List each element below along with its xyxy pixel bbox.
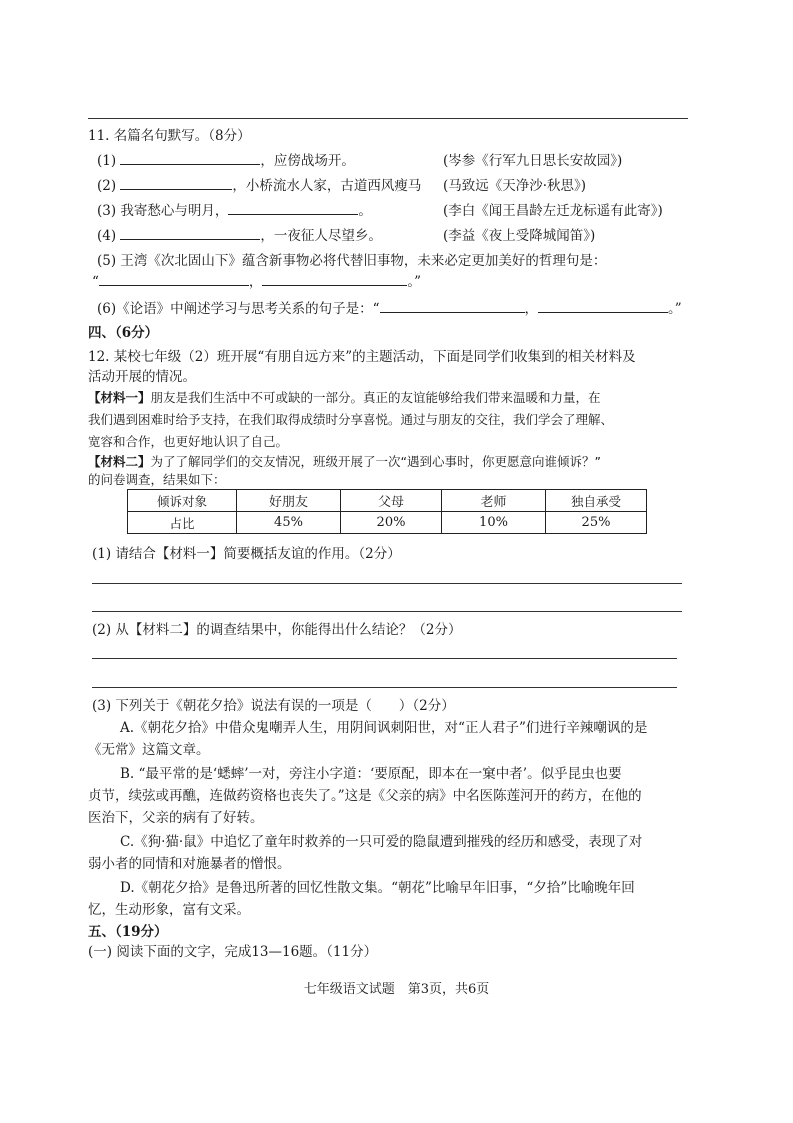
answer-line[interactable] <box>92 687 677 688</box>
table-cell: 25% <box>546 512 647 534</box>
q11-item-2 <box>97 174 421 194</box>
section-5-sub: (一) 阅读下面的文字，完成13—16题。（11分） <box>88 944 378 960</box>
q12-sub-3: (3) 下列关于《朝花夕拾》说法有误的一项是（ ）（2分） <box>92 698 455 714</box>
table-header: 独自承受 <box>546 490 647 512</box>
option-a-line-2: 《无常》这篇文章。 <box>88 742 210 758</box>
material-1-text: 朋友是我们生活中不可或缺的一部分。真正的友谊能够给我们带来温暖和力量，在 <box>150 390 601 405</box>
q11-item-5: (5) 王湾《次北固山下》蕴含新事物必将代替旧事物，未来必定更加美好的哲理句是： <box>97 253 607 269</box>
material-2-text: 为了了解同学们的交友情况，班级开展了一次“遇到心事时，你更愿意向谁倾诉？” <box>150 454 601 469</box>
answer-blank[interactable] <box>99 273 249 286</box>
table-header-row <box>128 490 647 512</box>
option-b-line-2: 贞节，续弦或再醮，连做药资格也丧失了。”这是《父亲的病》中名医陈莲河开的药方，在他的 <box>88 788 642 804</box>
item-number: (4) <box>97 228 117 244</box>
table-row <box>128 512 647 534</box>
q11-title: 11. 名篇名句默写。（8分） <box>88 128 251 144</box>
page-footer: 七年级语文试题 第3页，共6页 <box>303 982 490 997</box>
item-text: (6)《论语》中阐述学习与思考关系的句子是：“ <box>97 301 380 317</box>
answer-blank[interactable] <box>120 227 260 240</box>
table-header: 父母 <box>341 490 442 512</box>
close-quote: 。” <box>668 301 682 317</box>
section-5-heading: 五、（19分） <box>88 924 168 940</box>
table-cell: 45% <box>237 512 341 534</box>
answer-blank[interactable] <box>120 152 260 165</box>
q11-source-3: (李白《闻王昌龄左迁龙标遥有此寄》) <box>443 203 663 219</box>
q11-item-5-answer <box>92 270 421 290</box>
table-header: 倾诉对象 <box>128 490 237 512</box>
option-b-line-3: 医治下，父亲的病有了好转。 <box>88 810 264 826</box>
material-2-line-1 <box>88 452 601 470</box>
item-text: 。 <box>358 203 372 219</box>
option-c-line-1: C.《狗·猫·鼠》中追忆了童年时救养的一只可爱的隐鼠遭到摧残的经历和感受，表现了对 <box>120 834 643 850</box>
comma: ， <box>524 301 539 317</box>
answer-blank[interactable] <box>228 202 358 215</box>
item-number: (2) <box>97 178 117 194</box>
material-1-line-3: 宽容和合作，也更好地认识了自己。 <box>88 434 289 449</box>
comma: ， <box>248 274 263 290</box>
q11-item-3 <box>97 199 372 219</box>
q11-item-4 <box>97 224 382 244</box>
material-2-label: 【材料二】 <box>88 454 151 469</box>
material-1-line-2: 我们遇到困难时给予支持，在我们取得成绩时分享喜悦。通过与朋友的交往，我们学会了理解、 <box>88 412 614 427</box>
table-cell: 20% <box>341 512 442 534</box>
survey-table <box>127 489 647 534</box>
item-number: (1) <box>97 153 117 169</box>
q12-sub-2: (2) 从【材料二】的调查结果中，你能得出什么结论？（2分） <box>92 622 462 638</box>
table-cell: 10% <box>442 512 546 534</box>
q11-source-2: (马致远《天净沙·秋思》) <box>443 178 587 194</box>
answer-blank[interactable] <box>380 300 525 313</box>
q11-source-4: (李益《夜上受降城闻笛》) <box>443 228 596 244</box>
option-b-line-1: B. “最平常的是‘蟋蟀’一对，旁注小字道：‘要原配，即本在一窠中者’。似乎昆虫也要 <box>120 766 622 782</box>
answer-blank[interactable] <box>262 273 407 286</box>
table-row-label: 占比 <box>128 512 237 534</box>
answer-blank[interactable] <box>120 177 232 190</box>
close-quote: 。” <box>407 274 422 290</box>
item-text: ，应傍战场开。 <box>260 153 355 169</box>
section-4-heading: 四、（6分） <box>88 325 159 341</box>
q12-stem-line-2: 活动开展的情况。 <box>88 369 196 385</box>
option-c-line-2: 弱小者的同情和对施暴者的憎恨。 <box>88 856 291 872</box>
q12-sub-1: (1) 请结合【材料一】简要概括友谊的作用。（2分） <box>92 546 401 562</box>
answer-line[interactable] <box>92 583 682 584</box>
answer-blank[interactable] <box>538 300 668 313</box>
q11-source-1: (岑参《行军九日思长安故园》) <box>443 153 623 169</box>
item-text: ，一夜征人尽望乡。 <box>260 228 382 244</box>
option-d-line-1: D.《朝花夕拾》是鲁迅所著的回忆性散文集。“朝花”比喻早年旧事，“夕拾”比喻晚年回 <box>120 880 635 896</box>
q11-item-6 <box>97 297 682 317</box>
material-2-line-2: 的问卷调查，结果如下： <box>88 472 226 487</box>
item-number: (3) 我寄愁心与明月， <box>97 203 229 219</box>
open-quote: “ <box>92 274 99 290</box>
item-text: ，小桥流水人家，古道西风瘦马 <box>232 178 422 194</box>
top-rule <box>88 118 688 119</box>
option-d-line-2: 忆，生动形象，富有文采。 <box>88 902 250 918</box>
answer-line[interactable] <box>92 658 677 659</box>
material-1-label: 【材料一】 <box>88 390 151 405</box>
answer-line[interactable] <box>92 611 682 612</box>
table-header: 好朋友 <box>237 490 341 512</box>
table-header: 老师 <box>442 490 546 512</box>
q12-stem-line-1: 12. 某校七年级（2）班开展“有朋自远方来”的主题活动，下面是同学们收集到的相关材料及 <box>88 349 636 365</box>
option-a-line-1: A.《朝花夕拾》中借众鬼嘲弄人生，用阴间讽刺阳世，对“正人君子”们进行辛辣嘲讽的是 <box>120 720 648 736</box>
q11-item-1 <box>97 149 355 169</box>
material-1-line-1 <box>88 388 601 406</box>
